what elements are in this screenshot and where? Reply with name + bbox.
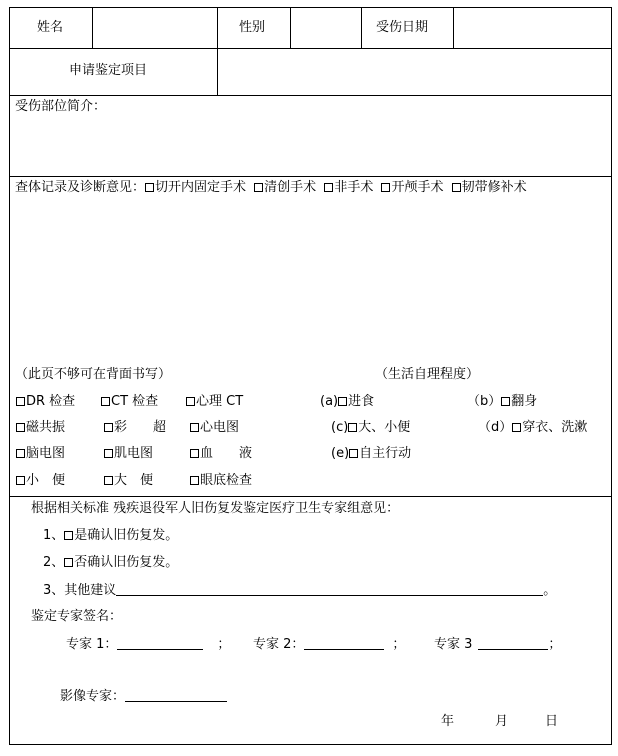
date-month: 月 (495, 714, 509, 729)
checkbox[interactable] (501, 397, 510, 406)
column-divider (290, 8, 291, 48)
exam-record-label: 查体记录及诊断意见： (15, 180, 146, 195)
expert1-field[interactable] (117, 636, 203, 650)
checkbox[interactable] (101, 397, 110, 406)
checkbox[interactable] (64, 531, 73, 540)
expert3-signature: 专家 3 ； (434, 637, 562, 652)
injury-date-label: 受伤日期 (376, 20, 429, 35)
apply-item-input[interactable] (221, 52, 611, 94)
column-divider (453, 8, 454, 48)
checkbox[interactable] (145, 183, 154, 192)
self-care-option: （b） 翻身 (467, 394, 538, 409)
expert2-signature: 专家 2： ； (253, 637, 406, 652)
checkbox[interactable] (338, 397, 347, 406)
exam-option: 清创手术 (264, 180, 317, 195)
checkbox[interactable] (512, 423, 521, 432)
gender-label: 性别 (239, 20, 266, 35)
checkbox[interactable] (190, 476, 199, 485)
checkbox[interactable] (348, 423, 357, 432)
imaging-expert-field[interactable] (125, 688, 227, 702)
checkbox[interactable] (186, 397, 195, 406)
self-care-title: （生活自理程度） (375, 367, 480, 382)
injury-summary-label: 受伤部位简介： (15, 99, 107, 114)
name-input[interactable] (96, 12, 218, 46)
test-option: 血 液 (190, 446, 252, 462)
checkbox[interactable] (16, 449, 25, 458)
expert1-signature: 专家 1： ； (66, 637, 231, 652)
test-option: CT 检查 (101, 394, 158, 410)
test-option: 小 便 (16, 473, 65, 489)
self-care-option: (a) 进食 (320, 394, 375, 409)
checkbox[interactable] (16, 476, 25, 485)
row-divider (10, 176, 611, 177)
opinion-confirm: 1、 是确认旧伤复发。 (43, 528, 179, 543)
self-care-option: (c) 大、小便 (331, 420, 411, 435)
checkbox[interactable] (104, 476, 113, 485)
exam-option: 开颅手术 (391, 180, 444, 195)
checkbox[interactable] (190, 423, 199, 432)
checkbox[interactable] (190, 449, 199, 458)
checkbox[interactable] (104, 449, 113, 458)
self-care-option: （d） 穿衣、洗漱 (478, 420, 588, 435)
exam-option: 切开内固定手术 (155, 180, 247, 195)
test-option: 脑电图 (16, 446, 65, 462)
apply-item-label: 申请鉴定项目 (69, 63, 148, 78)
name-label: 姓名 (37, 20, 64, 35)
checkbox[interactable] (254, 183, 263, 192)
imaging-expert-signature: 影像专家： (60, 688, 227, 705)
self-care-option: (e) 自主行动 (331, 446, 412, 461)
test-option: 彩 超 (104, 420, 166, 436)
other-advice-field[interactable] (116, 582, 543, 596)
injury-date-input[interactable] (457, 12, 611, 46)
checkbox[interactable] (324, 183, 333, 192)
checkbox[interactable] (64, 558, 73, 567)
opinion-deny: 2、 否确认旧伤复发。 (43, 555, 179, 570)
signature-title: 鉴定专家签名： (31, 609, 123, 624)
checkbox[interactable] (16, 397, 25, 406)
test-option: 心理 CT (186, 394, 243, 410)
date-year: 年 (441, 714, 455, 729)
date-day: 日 (545, 714, 559, 729)
appraisal-form (9, 7, 612, 745)
checkbox[interactable] (381, 183, 390, 192)
row-divider (10, 48, 611, 49)
checkbox[interactable] (104, 423, 113, 432)
checkbox[interactable] (349, 449, 358, 458)
test-option: DR 检查 (16, 394, 75, 410)
checkbox[interactable] (452, 183, 461, 192)
column-divider (92, 8, 93, 48)
expert3-field[interactable] (478, 636, 548, 650)
row-divider (10, 496, 611, 497)
test-option: 心电图 (190, 420, 239, 436)
exam-option: 非手术 (334, 180, 374, 195)
exam-record-line (15, 180, 527, 196)
exam-option: 韧带修补术 (461, 180, 527, 195)
opinion-title: 根据相关标准 残疾退役军人旧伤复发鉴定医疗卫生专家组意见： (31, 501, 400, 516)
row-divider (10, 95, 611, 96)
test-option: 大 便 (104, 473, 153, 489)
test-option: 磁共振 (16, 420, 65, 436)
checkbox[interactable] (16, 423, 25, 432)
test-option: 肌电图 (104, 446, 153, 462)
gender-input[interactable] (294, 12, 362, 46)
test-option: 眼底检查 (190, 473, 252, 489)
expert2-field[interactable] (304, 636, 384, 650)
backpage-note: （此页不够可在背面书写） (15, 367, 172, 382)
opinion-other: 3、其他建议 。 (43, 583, 557, 598)
